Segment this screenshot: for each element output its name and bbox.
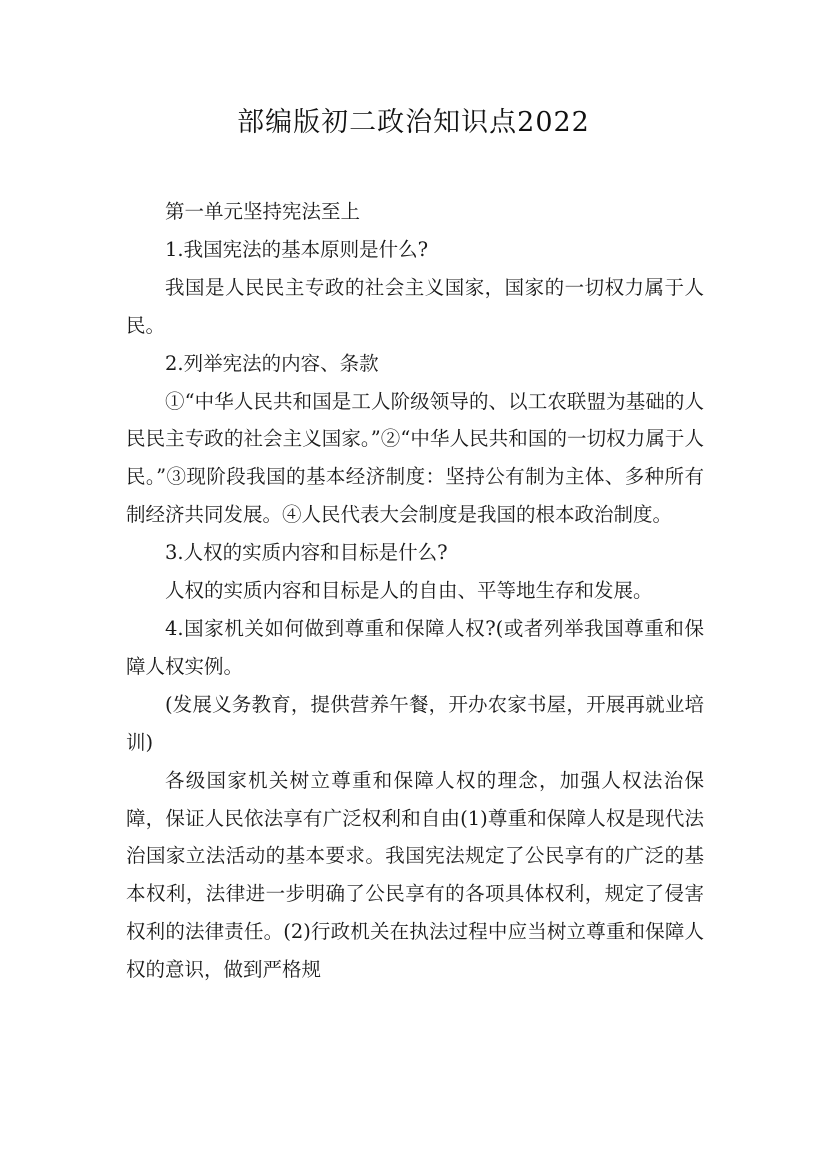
document-body (126, 193, 704, 989)
answer-3: 人权的实质内容和目标是人的自由、平等地生存和发展。 (165, 579, 653, 603)
document-title: 部编版初二政治知识点2022 (237, 107, 590, 138)
question-4: 4.国家机关如何做到尊重和保障人权?(或者列举我国尊重和保障人权实例。 (126, 616, 704, 678)
answer-4: 各级国家机关树立尊重和保障人权的理念，加强人权法治保障，保证人民依法享有广泛权利和自由(1)尊重和保障人权是现代法治国家立法活动的基本要求。我国宪法规定了公民享有的广泛的基本权利，法律进一步明确了公民享有的各项具体权利，规定了侵害权利的法律责任。(2)行政机关在执法过程中应当树立尊重和保障人权的意识，做到严格规 (126, 768, 704, 982)
answer-1: 我国是人民民主专政的社会主义国家，国家的一切权力属于人民。 (126, 275, 704, 337)
unit-heading: 第一单元坚持宪法至上 (165, 200, 361, 223)
question-1: 1.我国宪法的基本原则是什么? (165, 237, 429, 261)
question-2: 2.列举宪法的内容、条款 (165, 351, 379, 375)
answer-2: ①“中华人民共和国是工人阶级领导的、以工农联盟为基础的人民民主专政的社会主义国家。”②“中华人民共和国的一切权力属于人民。”③现阶段我国的基本经济制度：坚持公有制为主体、多种所有制经济共同发展。④人民代表大会制度是我国的根本政治制度。 (126, 389, 704, 527)
answer-4-examples: (发展义务教育，提供营养午餐，开办农家书屋，开展再就业培训) (126, 692, 704, 754)
question-3: 3.人权的实质内容和目标是什么? (165, 541, 448, 565)
